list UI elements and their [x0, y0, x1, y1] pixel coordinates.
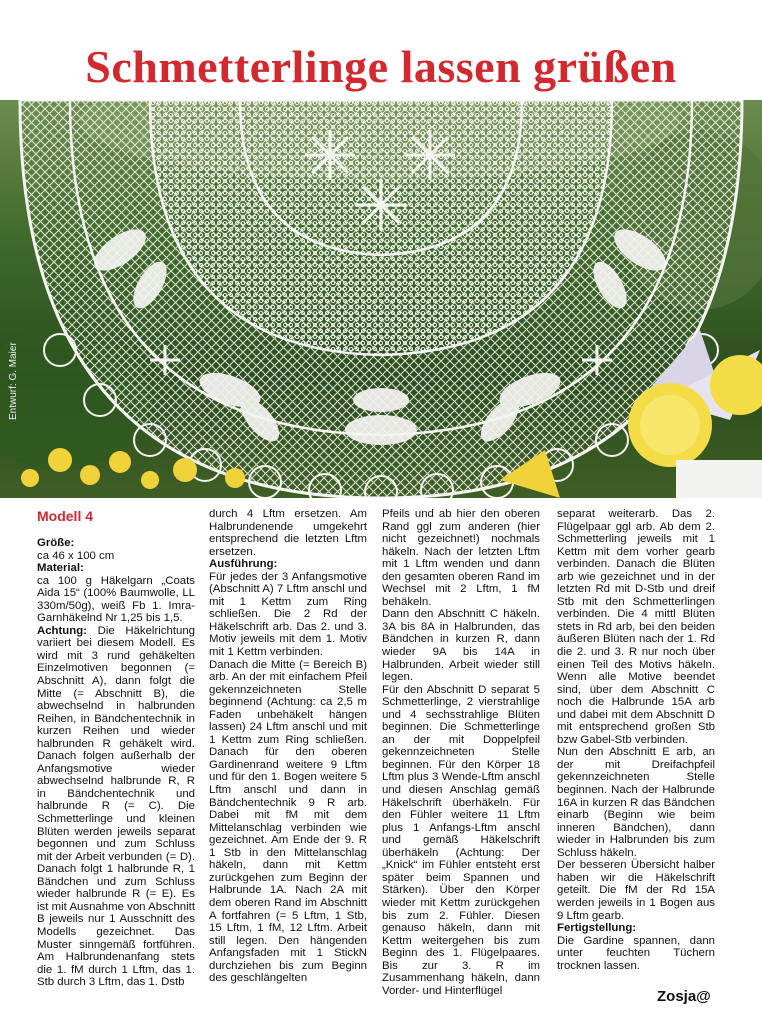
- execution-text: Für jedes der 3 Anfangsmotive (Abschnitt A) 7 Lftm anschl und mit 1 Kettm zum Ring schließen. Die 2 Rd der Häkelschrift arb. Das 2. und 3. Motiv jeweils mit dem 1. Motiv mit 1 Kettm verbinden.: [209, 570, 367, 659]
- col2-intro: durch 4 Lftm ersetzen. Am Halbrundenende umgekehrt entsprechend die letzten Lftm ersetzen.: [209, 508, 367, 558]
- text-column-2: [209, 508, 367, 985]
- text-column-1: [37, 508, 195, 989]
- lace-curtain-photo: [0, 100, 762, 498]
- material-heading: Material:: [37, 562, 84, 575]
- col3-paragraph-1: Pfeils und ab hier den oberen Rand ggl zum anderen (hier nicht gezeichnet!) nochmals häkeln. Nach der letzten Lftm mit 1 Lftm wenden und dann den gesamten oberen Rand im Wechsel mit 2 Lftm, 1 fM behäkeln.: [382, 508, 540, 608]
- size-text: ca 46 x 100 cm: [37, 549, 115, 562]
- watermark: Zosja@: [657, 988, 711, 1005]
- model-heading: Modell 4: [37, 508, 94, 524]
- finishing-text: Die Gardine spannen, dann unter feuchten Tüchern trocknen lassen.: [557, 934, 715, 972]
- text-column-4: [557, 508, 715, 972]
- attention-heading: Achtung:: [37, 624, 87, 637]
- crochet-lace-illustration: [0, 100, 762, 498]
- attention-text: Die Häkelrichtung variiert bei diesem Modell. Es wird mit 3 rund gehäkelten Einzelmotiven begonnen (= Abschnitt A), dann folgt die Mitte (= Abschnitt B), die abwechselnd in halbrunden Reihen, in Bändchentechnik in kurzen Reihen und wieder halbrunden R gehäkelt wird. Danach folgen außerhalb der Anfangsmotive wieder abwechselnd halbrunde R, R in Bändchentechnik und halbrunde R (= C). Die Schmetterlinge und kleinen Blüten werden jeweils separat begonnen und zum Schluss mit der Arbeit verbunden (= D). Danach folgt 1 halbrunde R, 1 Bändchen und zum Schluss wieder halbrunde R (= E). Es ist mit Ausnahme von Abschnitt B jeweils nur 1 Ausschnitt des Modells gezeichnet. Das Muster sinngemäß fortführen. Am Halbrundenanfang stets die 1. fM durch 1 Lftm, das 1. Stb durch 3 Lftm, das 1. Dstb: [37, 624, 195, 989]
- photo-credit: Entwurf: G. Maier: [8, 342, 19, 420]
- col3-paragraph-3: Für den Abschnitt D separat 5 Schmetterlinge, 2 vierstrahlige und 4 sechsstrahlige Blüten beginnen. Die Schmetterlinge an der mit Doppelpfeil gekennzeichneten Stelle beginnen. Für den Körper 18 Lftm plus 3 Wende-Lftm anschl und diesen Anschlag gemäß Häkelschrift überhäkeln. Für den Fühler weitere 11 Lftm plus 1 Anfangs-Lftm anschl und gemäß Häkelschrift überhäkeln (Achtung: Der „Knick“ im Fühler entsteht erst später beim Spannen und Stärken). Über den Körper wieder mit Kettm zurückgehen bis zum 2. Fühler. Diesen genauso häkeln, dann mit Kettm weitergehen bis zum Beginn des 1. Flügelpaares. Bis zur 3. R im Zusammenhang häkeln, dann Vorder- und Hinterflügel: [382, 683, 540, 997]
- col2-paragraph-2: Danach die Mitte (= Bereich B) arb. An der mit einfachem Pfeil gekennzeichneten Stelle beginnend (Achtung: ca 2,5 m Faden unbehäkelt hängen lassen) 24 Lftm anschl und mit 1 Kettm zum Ring schließen. Danach für den oberen Gardinenrand weitere 9 Lftm und für den 1. Bogen weitere 5 Lftm anschl und dann in Bändchentechnik 9 R arb. Dabei mit fM mit dem Mittelanschlag verbinden wie gezeichnet. Am Ende der 9. R 1 Stb in den Mittelanschlag häkeln, dann mit Kettm zurückgehen zum Beginn der Halbrunde 1A. Nach 2A mit dem oberen Rand im Abschnitt A fortfahren (= 5 Lftm, 1 Stb, 15 Lftm, 1 fM, 12 Lftm. Arbeit still legen. Den hängenden Anfangsfaden mit 1 StickN durchziehen bis zum Beginn des geschlängelten: [209, 658, 367, 985]
- page-title: Schmetterlinge lassen grüßen: [85, 41, 677, 92]
- attention-paragraph: [37, 625, 195, 989]
- text-column-3: [382, 508, 540, 997]
- size-heading: Größe:: [37, 537, 75, 549]
- material-text: ca 100 g Häkelgarn „Coats Aida 15“ (100% Baumwolle, LL 330m/50g), weiß Fb 1. Imra-Garnhäkelnd Nr 1,25 bis 1,5.: [37, 574, 195, 625]
- col4-paragraph-3: Der besseren Übersicht halber haben wir die Häkelschrift geteilt. Die fM der Rd 15A werden jeweils in 1 Bogen aus 9 Lftm gearb.: [557, 859, 715, 922]
- col4-paragraph-1: separat weiterarb. Das 2. Flügelpaar ggl arb. Ab dem 2. Schmetterling jeweils mit 1 Kettm mit dem vorher gearb verbinden. Danach die Blüten arb wie gezeichnet und in der letzten Rd mit D-Stb und dreif Stb mit den Schmetterlingen verbinden. Die 4 mittl Blüten stets in Rd arb, bei den beiden äußeren Blüten nach der 1. Rd die 2. und 3. R nur noch über einen Teil des Motivs häkeln. Wenn alle Motive beendet sind, über dem Abschnitt C noch die Halbrunde 15A arb und dabei mit dem Abschnitt D mit entsprechend großen Stb bzw Gabel-Stb verbinden.: [557, 508, 715, 746]
- col4-paragraph-2: Nun den Abschnitt E arb, an der mit Dreifachpfeil gekennzeichneten Stelle beginnen. Nach der Halbrunde 16A in kurzen R das Bändchen einarb (Beginn wie beim inneren Bändchen), dann wieder in Halbrunden bis zum Schluss häkeln.: [557, 746, 715, 859]
- finishing-heading: Fertigstellung:: [557, 922, 637, 935]
- col3-paragraph-2: Dann den Abschnitt C häkeln. 3A bis 8A in Halbrunden, das Bändchen in kurzen R, dann wieder 9A bis 14A in Halbrunden. Arbeit wieder still legen.: [382, 608, 540, 684]
- execution-heading: Ausführung:: [209, 558, 278, 571]
